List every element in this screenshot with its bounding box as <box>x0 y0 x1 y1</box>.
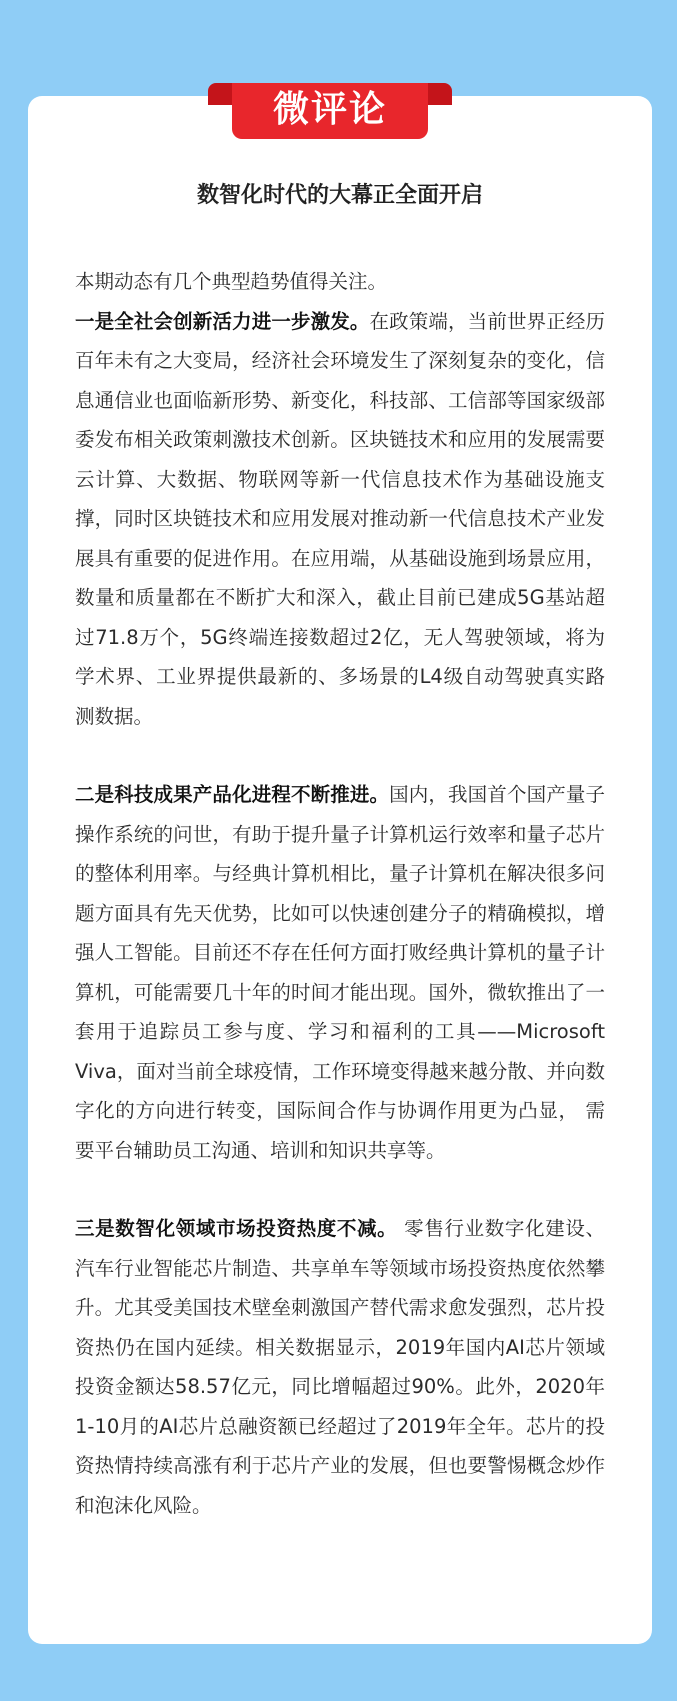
section-heading-2: 二是科技成果产品化进程不断推进。 <box>75 783 390 806</box>
section-paragraph-1 <box>75 302 605 737</box>
banner-label: 微评论 <box>232 83 428 139</box>
section-paragraph-2 <box>75 775 605 1170</box>
section-paragraph-3 <box>75 1209 605 1525</box>
section-banner <box>208 83 452 139</box>
article-title: 数智化时代的大幕正全面开启 <box>196 183 483 208</box>
section-body-1: 在政策端，当前世界正经历百年未有之大变局，经济社会环境发生了深刻复杂的变化，信息通信业也面临新形势、新变化，科技部、工信部等国家级部委发布相关政策刺激技术创新。区块链技术和应用的发展需要云计算、大数据、物联网等新一代信息技术作为基础设施支撑，同时区块链技术和应用发展对推动新一代信息技术产业发展具有重要的促进作用。在应用端，从基础设施到场景应用，数量和质量都在不断扩大和深入，截止目前已建成5G基站超过71.8万个，5G终端连接数超过2亿，无人驾驶领域，将为学术界、工业界提供最新的、多场景的L4级自动驾驶真实路测数据。 <box>75 309 605 728</box>
section-heading-1: 一是全社会创新活力进一步激发。 <box>75 309 370 333</box>
section-body-3: 零售行业数字化建设、汽车行业智能芯片制造、共享单车等领域市场投资热度依然攀升。尤其受美国技术壁垒刺激国产替代需求愈发强烈，芯片投资热仍在国内延续。相关数据显示，2019年国内AI芯片领域投资金额达58.57亿元，同比增幅超过90%。此外，2020年1-10月的AI芯片总融资额已经超过了2019年全年。芯片的投资热情持续高涨有利于芯片产业的发展，但也要警惕概念炒作和泡沫化风险。 <box>75 1217 605 1517</box>
intro-paragraph: 本期动态有几个典型趋势值得关注。 <box>75 270 388 293</box>
section-heading-3: 三是数智化领域市场投资热度不减。 <box>75 1217 398 1240</box>
section-body-2: 国内，我国首个国产量子操作系统的问世，有助于提升量子计算机运行效率和量子芯片的整体利用率。与经典计算机相比，量子计算机在解决很多问题方面具有先天优势，比如可以快速创建分子的精确模拟，增强人工智能。目前还不存在任何方面打败经典计算机的量子计算机，可能需要几十年的时间才能出现。国外，微软推出了一套用于追踪员工参与度、学习和福利的工具——Microsoft Viva，面对当前全球疫情，工作环境变得越来越分散、并向数字化的方向进行转变，国际间合作与协调作用更为凸显， 需要平台辅助员工沟通、培训和知识共享等。 <box>75 783 605 1162</box>
article-body <box>75 262 605 1525</box>
